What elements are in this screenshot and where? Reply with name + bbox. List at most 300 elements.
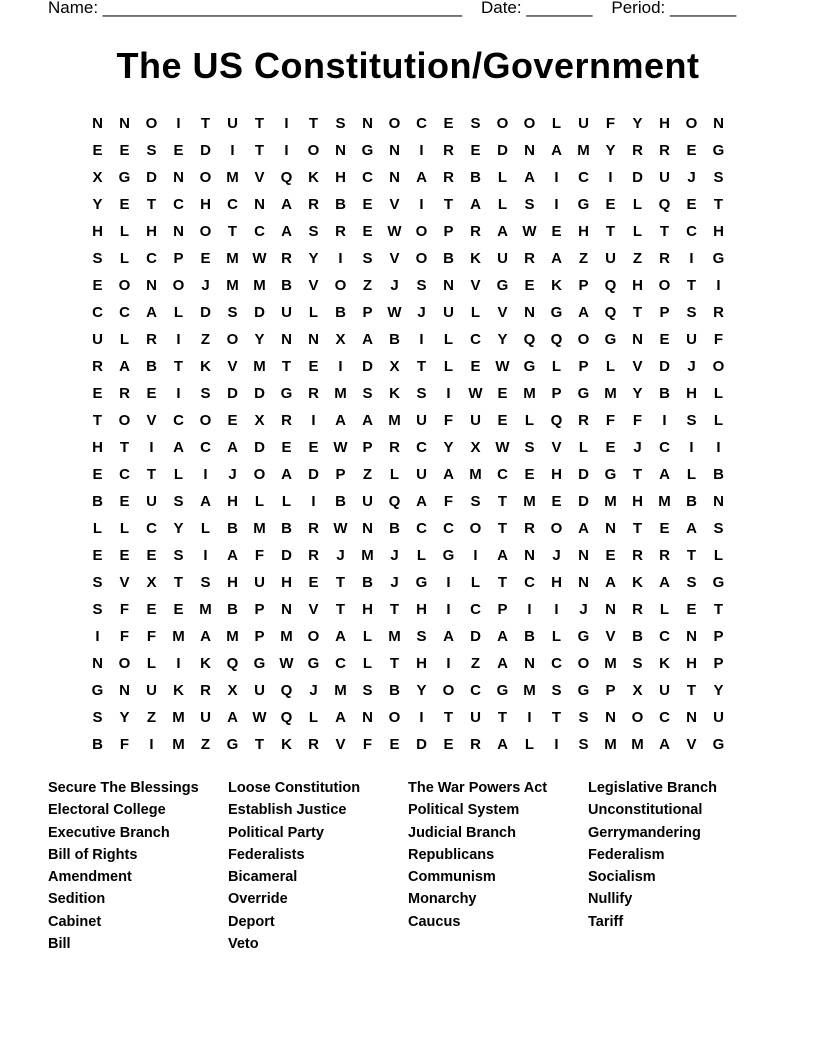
- grid-letter: L: [92, 520, 103, 537]
- grid-letter: N: [146, 277, 157, 294]
- grid-letter: H: [362, 601, 373, 618]
- grid-letter: G: [712, 574, 725, 591]
- grid-letter: M: [604, 736, 617, 753]
- grid-letter: F: [362, 736, 373, 753]
- grid-letter: P: [659, 304, 670, 321]
- grid-letter: M: [172, 736, 185, 753]
- grid-letter: I: [446, 601, 451, 618]
- grid-letter: O: [712, 358, 725, 375]
- grid-letter: I: [419, 709, 424, 726]
- grid-letter: E: [686, 601, 697, 618]
- grid-letter: B: [389, 682, 400, 699]
- grid-letter: B: [281, 520, 292, 537]
- grid-letter: C: [146, 250, 157, 267]
- grid-letter: S: [200, 574, 211, 591]
- grid-letter: T: [146, 466, 157, 483]
- grid-letter: D: [254, 439, 265, 456]
- grid-letter: N: [605, 601, 616, 618]
- grid-letter: R: [308, 385, 319, 402]
- grid-letter: E: [92, 466, 103, 483]
- grid-letter: E: [200, 250, 211, 267]
- grid-letter: N: [686, 709, 697, 726]
- grid-letter: S: [362, 385, 373, 402]
- grid-letter: O: [334, 277, 347, 294]
- grid-letter: A: [281, 223, 292, 240]
- grid-letter: H: [227, 493, 238, 510]
- grid-letter: Q: [280, 709, 293, 726]
- grid-letter: A: [659, 574, 670, 591]
- grid-letter: Q: [604, 304, 617, 321]
- grid-letter: Q: [388, 493, 401, 510]
- grid-letter: C: [416, 520, 427, 537]
- grid-letter: A: [551, 250, 562, 267]
- grid-letter: S: [92, 709, 103, 726]
- grid-letter: S: [578, 709, 589, 726]
- grid-letter: T: [281, 358, 292, 375]
- grid-letter: T: [227, 223, 238, 240]
- grid-letter: J: [309, 682, 318, 699]
- grid-letter: K: [470, 250, 481, 267]
- grid-letter: N: [119, 682, 130, 699]
- grid-letter: M: [523, 682, 536, 699]
- word-list-item: Deport: [228, 913, 275, 930]
- grid-letter: L: [632, 196, 643, 213]
- grid-letter: N: [686, 628, 697, 645]
- grid-letter: D: [578, 493, 589, 510]
- grid-letter: Y: [605, 142, 616, 159]
- grid-letter: Y: [173, 520, 184, 537]
- grid-letter: M: [334, 682, 347, 699]
- grid-letter: Z: [578, 250, 589, 267]
- grid-letter: M: [226, 169, 239, 186]
- grid-letter: T: [659, 223, 670, 240]
- grid-letter: T: [686, 547, 697, 564]
- grid-letter: G: [712, 250, 725, 267]
- grid-letter: R: [281, 412, 292, 429]
- grid-letter: S: [227, 304, 238, 321]
- grid-letter: X: [227, 682, 238, 699]
- grid-letter: U: [605, 250, 616, 267]
- grid-letter: P: [173, 250, 184, 267]
- grid-letter: E: [146, 601, 157, 618]
- grid-letter: I: [662, 412, 667, 429]
- grid-letter: B: [659, 385, 670, 402]
- grid-letter: L: [173, 466, 184, 483]
- word-list-item: Executive Branch: [48, 824, 170, 841]
- grid-letter: B: [227, 601, 238, 618]
- grid-letter: M: [604, 655, 617, 672]
- grid-letter: F: [146, 628, 157, 645]
- word-list-item: Political Party: [228, 824, 324, 841]
- grid-letter: M: [226, 250, 239, 267]
- word-list-item: [588, 934, 768, 956]
- grid-letter: W: [495, 439, 510, 456]
- grid-letter: R: [659, 250, 670, 267]
- grid-letter: P: [335, 466, 346, 483]
- grid-letter: Z: [146, 709, 157, 726]
- grid-letter: P: [362, 304, 373, 321]
- grid-letter: R: [443, 169, 454, 186]
- grid-letter: B: [146, 358, 157, 375]
- grid-letter: I: [149, 736, 154, 753]
- grid-letter: V: [146, 412, 157, 429]
- grid-letter: B: [524, 628, 535, 645]
- grid-letter: G: [604, 331, 617, 348]
- grid-letter: B: [686, 493, 697, 510]
- word-list-item: Override: [228, 891, 288, 908]
- grid-letter: A: [227, 709, 238, 726]
- grid-letter: I: [338, 358, 343, 375]
- grid-letter: C: [119, 466, 130, 483]
- grid-letter: E: [308, 439, 319, 456]
- grid-letter: C: [578, 169, 589, 186]
- page-title: The US Constitution/Government: [116, 45, 700, 86]
- word-list-item: Cabinet: [48, 913, 102, 930]
- grid-letter: M: [523, 493, 536, 510]
- grid-letter: O: [658, 277, 671, 294]
- grid-letter: S: [92, 250, 103, 267]
- word-list-item: Republicans: [408, 846, 495, 863]
- grid-letter: E: [470, 358, 481, 375]
- grid-letter: T: [632, 520, 643, 537]
- grid-letter: R: [200, 682, 211, 699]
- grid-letter: B: [470, 169, 481, 186]
- grid-letter: S: [713, 169, 724, 186]
- grid-letter: A: [281, 466, 292, 483]
- grid-letter: J: [390, 277, 399, 294]
- grid-letter: N: [335, 142, 346, 159]
- grid-letter: F: [632, 412, 643, 429]
- grid-letter: R: [335, 223, 346, 240]
- grid-letter: H: [551, 466, 562, 483]
- grid-letter: V: [254, 169, 265, 186]
- grid-letter: Q: [658, 196, 671, 213]
- grid-letter: K: [281, 736, 292, 753]
- grid-letter: L: [416, 547, 427, 564]
- grid-letter: O: [631, 709, 644, 726]
- grid-letter: A: [335, 412, 346, 429]
- grid-letter: I: [689, 439, 694, 456]
- grid-letter: A: [200, 493, 211, 510]
- grid-letter: V: [632, 358, 643, 375]
- grid-letter: U: [578, 115, 589, 132]
- grid-letter: Y: [92, 196, 103, 213]
- grid-letter: T: [254, 115, 265, 132]
- grid-letter: M: [361, 547, 374, 564]
- grid-letter: C: [470, 601, 481, 618]
- grid-letter: Z: [362, 277, 373, 294]
- grid-letter: O: [523, 115, 536, 132]
- grid-letter: T: [389, 601, 400, 618]
- grid-letter: U: [443, 304, 454, 321]
- grid-letter: L: [119, 223, 130, 240]
- grid-letter: X: [146, 574, 157, 591]
- grid-letter: L: [470, 574, 481, 591]
- grid-letter: W: [468, 385, 483, 402]
- grid-letter: O: [496, 115, 509, 132]
- grid-letter: S: [686, 574, 697, 591]
- grid-letter: I: [203, 466, 208, 483]
- grid-letter: M: [280, 628, 293, 645]
- grid-letter: U: [146, 682, 157, 699]
- grid-letter: N: [632, 331, 643, 348]
- grid-letter: Q: [550, 331, 563, 348]
- word-list-item: Political System: [408, 802, 520, 819]
- grid-letter: F: [443, 493, 454, 510]
- grid-letter: B: [92, 736, 103, 753]
- grid-letter: R: [308, 736, 319, 753]
- word-list-item: Gerrymandering: [588, 824, 701, 841]
- grid-letter: L: [308, 709, 319, 726]
- word-list-item: Unconstitutional: [588, 802, 703, 819]
- grid-letter: T: [92, 412, 103, 429]
- grid-letter: D: [632, 169, 643, 186]
- grid-letter: N: [281, 601, 292, 618]
- grid-letter: I: [419, 196, 424, 213]
- grid-letter: T: [497, 574, 508, 591]
- grid-letter: C: [443, 520, 454, 537]
- grid-letter: W: [333, 439, 348, 456]
- grid-letter: E: [686, 142, 697, 159]
- grid-letter: Y: [119, 709, 130, 726]
- grid-letter: A: [497, 547, 508, 564]
- grid-letter: L: [119, 250, 130, 267]
- grid-letter: D: [362, 358, 373, 375]
- grid-letter: T: [632, 466, 643, 483]
- grid-letter: Y: [254, 331, 265, 348]
- grid-letter: E: [497, 385, 508, 402]
- grid-letter: G: [577, 628, 590, 645]
- grid-letter: T: [605, 223, 616, 240]
- grid-letter: L: [551, 358, 562, 375]
- grid-letter: I: [176, 331, 181, 348]
- grid-letter: N: [308, 331, 319, 348]
- grid-letter: X: [470, 439, 481, 456]
- grid-letter: J: [201, 277, 210, 294]
- grid-letter: S: [686, 412, 697, 429]
- grid-letter: I: [527, 601, 532, 618]
- grid-letter: B: [335, 493, 346, 510]
- grid-letter: A: [227, 439, 238, 456]
- grid-letter: V: [335, 736, 346, 753]
- grid-letter: G: [253, 655, 266, 672]
- grid-letter: L: [524, 736, 535, 753]
- grid-letter: N: [173, 223, 184, 240]
- grid-letter: U: [686, 331, 697, 348]
- word-list-item: Communism: [408, 869, 496, 886]
- letter-grid: [84, 114, 732, 762]
- grid-letter: E: [686, 196, 697, 213]
- grid-letter: N: [713, 493, 724, 510]
- grid-letter: I: [176, 385, 181, 402]
- grid-letter: U: [497, 250, 508, 267]
- grid-letter: P: [254, 601, 265, 618]
- word-list-item: Legislative Branch: [588, 780, 717, 796]
- grid-letter: N: [524, 304, 535, 321]
- grid-letter: M: [253, 277, 266, 294]
- grid-letter: Q: [523, 331, 536, 348]
- grid-letter: P: [551, 385, 562, 402]
- grid-letter: L: [200, 520, 211, 537]
- grid-letter: D: [308, 466, 319, 483]
- word-list-item: Federalism: [588, 846, 665, 863]
- grid-letter: N: [524, 142, 535, 159]
- grid-letter: S: [470, 493, 481, 510]
- grid-letter: E: [362, 223, 373, 240]
- grid-letter: H: [713, 223, 724, 240]
- grid-letter: A: [551, 142, 562, 159]
- grid-letter: U: [281, 304, 292, 321]
- grid-letter: T: [173, 358, 184, 375]
- grid-letter: H: [146, 223, 157, 240]
- grid-letter: G: [604, 466, 617, 483]
- grid-letter: X: [92, 169, 103, 186]
- grid-letter: T: [686, 277, 697, 294]
- grid-letter: B: [335, 304, 346, 321]
- grid-letter: B: [362, 574, 373, 591]
- grid-letter: G: [226, 736, 239, 753]
- grid-letter: S: [524, 439, 535, 456]
- grid-letter: V: [227, 358, 238, 375]
- grid-letter: J: [687, 169, 696, 186]
- word-list-item: Tariff: [588, 913, 624, 930]
- grid-letter: N: [443, 277, 454, 294]
- grid-letter: O: [577, 331, 590, 348]
- grid-letter: W: [495, 358, 510, 375]
- grid-letter: V: [605, 628, 616, 645]
- grid-letter: M: [577, 142, 590, 159]
- grid-letter: N: [281, 331, 292, 348]
- grid-letter: X: [632, 682, 643, 699]
- grid-letter: S: [416, 628, 427, 645]
- grid-letter: K: [308, 169, 319, 186]
- grid-letter: A: [497, 223, 508, 240]
- grid-letter: A: [443, 628, 454, 645]
- grid-letter: P: [713, 628, 724, 645]
- grid-letter: T: [146, 196, 157, 213]
- grid-letter: A: [524, 169, 535, 186]
- grid-letter: L: [551, 628, 562, 645]
- grid-letter: L: [713, 385, 724, 402]
- grid-letter: Y: [443, 439, 454, 456]
- grid-letter: G: [280, 385, 293, 402]
- grid-letter: U: [416, 412, 427, 429]
- grid-letter: C: [146, 520, 157, 537]
- grid-letter: E: [605, 547, 616, 564]
- grid-letter: O: [118, 277, 131, 294]
- grid-letter: X: [254, 412, 265, 429]
- grid-letter: S: [578, 736, 589, 753]
- grid-letter: F: [713, 331, 724, 348]
- grid-letter: E: [146, 547, 157, 564]
- grid-letter: E: [524, 277, 535, 294]
- grid-letter: J: [228, 466, 237, 483]
- grid-letter: O: [469, 520, 482, 537]
- grid-letter: A: [416, 493, 427, 510]
- word-list-item: Socialism: [588, 869, 656, 886]
- grid-letter: C: [551, 655, 562, 672]
- grid-letter: L: [119, 331, 130, 348]
- grid-letter: M: [658, 493, 671, 510]
- grid-letter: V: [551, 439, 562, 456]
- grid-letter: L: [497, 169, 508, 186]
- grid-letter: L: [470, 304, 481, 321]
- grid-letter: U: [416, 466, 427, 483]
- word-list-item: Amendment: [48, 869, 132, 886]
- grid-letter: R: [524, 520, 535, 537]
- word-list-item: Sedition: [48, 891, 106, 908]
- grid-letter: L: [119, 520, 130, 537]
- grid-letter: M: [199, 601, 212, 618]
- grid-letter: I: [716, 439, 721, 456]
- grid-letter: I: [149, 439, 154, 456]
- grid-letter: U: [227, 115, 238, 132]
- grid-letter: W: [387, 304, 402, 321]
- grid-letter: E: [92, 142, 103, 159]
- grid-letter: A: [686, 520, 697, 537]
- grid-letter: A: [497, 655, 508, 672]
- grid-letter: I: [311, 412, 316, 429]
- grid-letter: O: [307, 628, 320, 645]
- grid-letter: C: [416, 439, 427, 456]
- grid-letter: S: [308, 223, 319, 240]
- grid-letter: H: [200, 196, 211, 213]
- grid-letter: E: [281, 439, 292, 456]
- grid-letter: J: [390, 574, 399, 591]
- grid-letter: I: [419, 331, 424, 348]
- grid-letter: F: [605, 115, 616, 132]
- grid-letter: K: [173, 682, 184, 699]
- grid-letter: G: [442, 547, 455, 564]
- grid-letter: J: [390, 547, 399, 564]
- grid-letter: W: [279, 655, 294, 672]
- grid-letter: O: [199, 223, 212, 240]
- grid-letter: V: [308, 601, 319, 618]
- grid-letter: Z: [632, 250, 643, 267]
- grid-letter: E: [119, 547, 130, 564]
- grid-letter: H: [686, 655, 697, 672]
- word-list-item: Judicial Branch: [408, 824, 516, 841]
- word-list-item: Veto: [228, 936, 259, 953]
- grid-letter: C: [92, 304, 103, 321]
- grid-letter: S: [146, 142, 157, 159]
- grid-letter: F: [119, 736, 130, 753]
- grid-letter: M: [604, 493, 617, 510]
- grid-letter: A: [659, 466, 670, 483]
- grid-letter: Z: [200, 331, 211, 348]
- grid-letter: N: [524, 655, 535, 672]
- grid-letter: H: [92, 223, 103, 240]
- word-list-item: Establish Justice: [228, 802, 347, 819]
- grid-letter: O: [118, 412, 131, 429]
- grid-letter: T: [254, 736, 265, 753]
- grid-letter: D: [470, 628, 481, 645]
- grid-letter: O: [388, 709, 401, 726]
- grid-letter: A: [443, 466, 454, 483]
- grid-letter: B: [227, 520, 238, 537]
- grid-letter: D: [497, 142, 508, 159]
- grid-letter: C: [173, 412, 184, 429]
- grid-letter: K: [389, 385, 400, 402]
- grid-letter: S: [92, 601, 103, 618]
- grid-letter: T: [389, 655, 400, 672]
- grid-letter: O: [172, 277, 185, 294]
- grid-letter: T: [713, 601, 724, 618]
- grid-letter: C: [362, 169, 373, 186]
- grid-letter: A: [578, 520, 589, 537]
- grid-letter: G: [118, 169, 131, 186]
- grid-letter: R: [470, 223, 481, 240]
